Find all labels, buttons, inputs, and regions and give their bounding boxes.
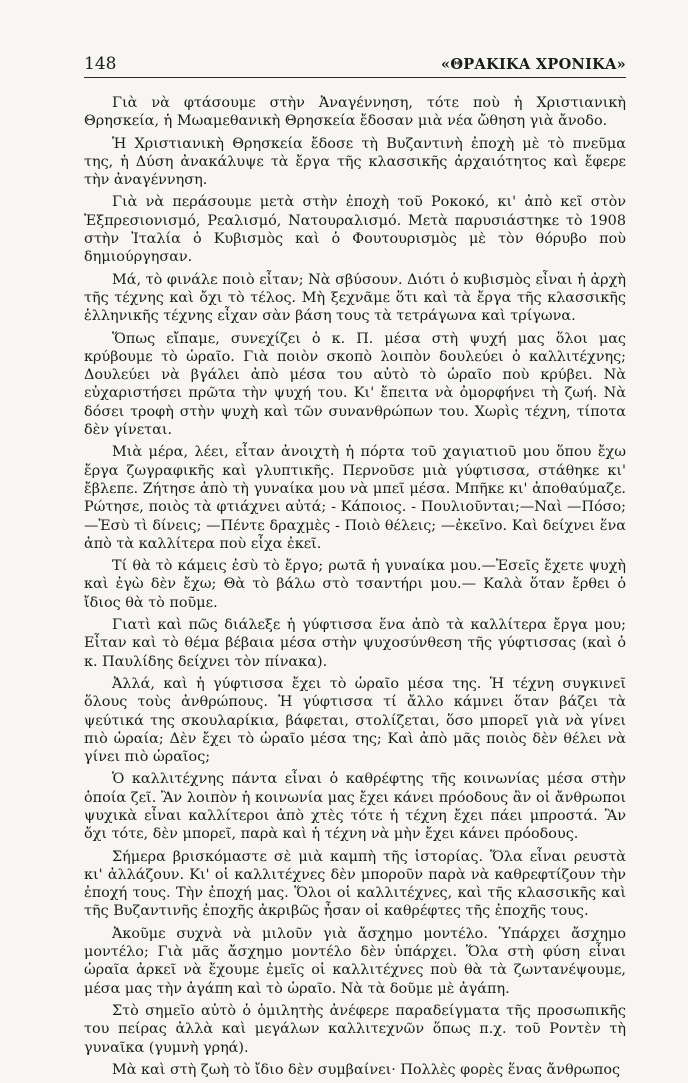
paragraph: Ἡ Χριστιανικὴ Θρησκεία ἔδοσε τὴ Βυζαντινὴ ἐποχὴ μὲ τὸ πνεῦμα της, ἡ Δύση ἀνακάλυψε τὰ ἔργα τῆς κλασσικῆς ἀρχαιότητος καὶ ἔφερε τὴν ἀναγέννηση.	[84, 135, 626, 189]
body-text	[84, 94, 626, 1083]
paragraph: Στὸ σημεῖο αὐτὸ ὁ ὁμιλητὴς ἀνέφερε παραδείγματα τῆς προσωπικῆς του πείρας ἀλλὰ καὶ μεγάλων καλλιτεχνῶν ὅπως π.χ. τοῦ Ροντὲν τὴ γυναῖκα (γυμνὴ γρηά).	[84, 1002, 626, 1056]
paragraph: Μιὰ μέρα, λέει, εἶταν ἀνοιχτὴ ἡ πόρτα τοῦ χαγιατιοῦ μου ὅπου ἔχω ἔργα ζωγραφικῆς καὶ γλυπτικῆς. Περνοῦσε μιὰ γύφτισσα, στάθηκε κι' ἔβλεπε. Ζήτησε ἀπὸ τὴ γυναίκα μου νὰ μπεῖ μέσα. Μπῆκε κι' ἀποθαύμαζε. Ρώτησε, ποιὸς τὰ φτιάχνει αὐτά; - Κάποιος. - Πουλιοῦνται;—Ναὶ —Πόσο; —Ἐσὺ τὶ δίνεις; —Πέντε δραχμὲς - Ποιὸ θέλεις; —ἐκεῖνο. Καὶ δείχνει ἕνα ἀπὸ τὰ καλλίτερα ποὺ εἶχα ἐκεῖ.	[84, 444, 626, 552]
paragraph: Μά, τὸ φινάλε ποιὸ εἶταν; Νὰ σβύσουν. Διότι ὁ κυβισμὸς εἶναι ἡ ἀρχὴ τῆς τέχνης καὶ ὄχι τὸ τέλος. Μὴ ξεχνᾶμε ὅτι καὶ τὰ ἔργα τῆς κλασσικῆς ἑλληνικῆς τέχνης εἶχαν σὰν βάση τους τὰ τετράγωνα καὶ τρίγωνα.	[84, 271, 626, 325]
page-header	[84, 54, 626, 78]
running-title: «ΘΡΑΚΙΚΑ ΧΡΟΝΙΚΑ»	[441, 56, 626, 73]
paragraph: Γιὰ νὰ φτάσουμε στὴν Ἀναγέννηση, τότε ποὺ ἡ Χριστιανικὴ Θρησκεία, ἡ Μωαμεθανικὴ Θρησκεία ἔδοσαν μιὰ νέα ὤθηση γιὰ ἄνοδο.	[84, 95, 626, 130]
paragraph: Τί θὰ τὸ κάμεις ἐσὺ τὸ ἔργο; ρωτᾶ ἡ γυναίκα μου.—Ἐσεῖς ἔχετε ψυχὴ καὶ ἐγὼ δὲν ἔχω; Θὰ τὸ βάλω στὸ τσαντήρι μου.— Καλὰ ὅταν ἔρθει ὁ ἴδιος θὰ τὸ ποῦμε.	[84, 558, 626, 611]
paragraph: Σήμερα βρισκόμαστε σὲ μιὰ καμπὴ τῆς ἱστορίας. Ὅλα εἶναι ρευστὰ κι' ἀλλάζουν. Κι' οἱ καλλιτέχνες δὲν μποροῦν παρὰ νὰ καθρεφτίζουν τὴν ἐποχή τους. Τὴν ἐποχή μας. Ὅλοι οἱ καλλιτέχνες, καὶ τῆς κλασσικῆς καὶ τῆς Βυζαντινῆς ἐποχῆς ἀκριβῶς ἦσαν οἱ καθρέφτες τῆς ἐποχῆς τους.	[84, 848, 626, 920]
paragraph: Μὰ καὶ στὴ ζωὴ τὸ ἴδιο δὲν συμβαίνει· Πολλὲς φορὲς ἕνας ἄνθρωπος	[112, 1061, 621, 1078]
paragraph: Γιατὶ καὶ πῶς διάλεξε ἡ γύφτισσα ἕνα ἀπὸ τὰ καλλίτερα ἔργα μου; Εἶταν καὶ τὸ θέμα βέβαια μέσα στὴν ψυχοσύνθεση τῆς γύφτισσας (καὶ ὁ κ. Παυλίδης δείχνει τὸν πίνακα).	[84, 617, 626, 670]
page-number: 148	[84, 54, 117, 74]
paragraph: Ἀκοῦμε συχνὰ νὰ μιλοῦν γιὰ ἄσχημο μοντέλο. Ὑπάρχει ἄσχημο μοντέλο; Γιὰ μᾶς ἄσχημο μοντέλο δὲν ὑπάρχει. Ὅλα στὴ φύση εἶναι ὡραῖα ἀρκεῖ νὰ ἔχουμε ἐμεῖς οἱ καλλιτέχνες ποὺ θὰ τὰ ζωντανέψουμε, μέσα μας τὴν ἀγάπη καὶ τὸ ὡραῖο. Νὰ τὰ δοῦμε μὲ ἀγάπη.	[84, 925, 626, 997]
paragraph: Ὅπως εἴπαμε, συνεχίζει ὁ κ. Π. μέσα στὴ ψυχή μας ὅλοι μας κρύβουμε τὸ ὡραῖο. Γιὰ ποιὸν σκοπὸ λοιπὸν δουλεύει ὁ καλλιτέχνης; Δουλεύει νὰ βγάλει ἀπὸ μέσα του αὐτὸ τὸ ὡραῖο ποὺ κρύβει. Νὰ εὐχαριστήσει πρῶτα τὴν ψυχή του. Κι' ἔπειτα νὰ ὀμορφήνει τὴ ζωή. Νὰ δόσει τροφὴ στὴν ψυχὴ καὶ τῶν συνανθρώπων του. Χωρὶς τέχνη, τίποτα δὲν γίνεται.	[84, 330, 626, 439]
paragraph: Γιὰ νὰ περάσουμε μετὰ στὴν ἐποχὴ τοῦ Ροκοκό, κι' ἀπὸ κεῖ στὸν Ἐξπρεσιονισμό, Ρεαλισμό, Νατουραλισμό. Μετὰ παρυσιάστηκε τὸ 1908 στὴν Ἰταλία ὁ Κυβισμὸς καὶ ὁ Φουτουρισμὸς μὲ τὸν θόρυβο ποὺ δημιούργησαν.	[84, 194, 626, 266]
paragraph: Ὁ καλλιτέχνης πάντα εἶναι ὁ καθρέφτης τῆς κοινωνίας μέσα στὴν ὁποία ζεῖ. Ἂν λοιπὸν ἡ κοινωνία μας ἔχει κάνει πρόοδους ἂν οἱ ἄνθρωποι ψυχικὰ εἶναι καλλίτεροι ἀπὸ χτὲς τότε ἡ τέχνη ἔχει πάει μπροστά. Ἂν ὄχι τότε, δὲν μπορεῖ, παρὰ καὶ ἡ τέχνη νὰ μὴν ἔχει κάνει πρόοδους.	[84, 771, 626, 843]
paragraph: Ἀλλά, καὶ ἡ γύφτισσα ἔχει τὸ ὡραῖο μέσα της. Ἡ τέχνη συγκινεῖ ὅλους τοὺς ἀνθρώπους. Ἡ γύφτισσα τί ἄλλο κάμνει ὅταν βάζει τὰ ψεύτικά της σκουλαρίκια, βάφεται, στολίζεται, ὅσο μπορεῖ γιὰ νὰ γίνει πιὸ ὡραία; Δὲν ἔχει τὸ ὡραῖο μέσα της; Καὶ ἀπὸ μᾶς ποιὸς δὲν θέλει νὰ γίνει πιὸ ὡραῖος;	[84, 675, 626, 766]
